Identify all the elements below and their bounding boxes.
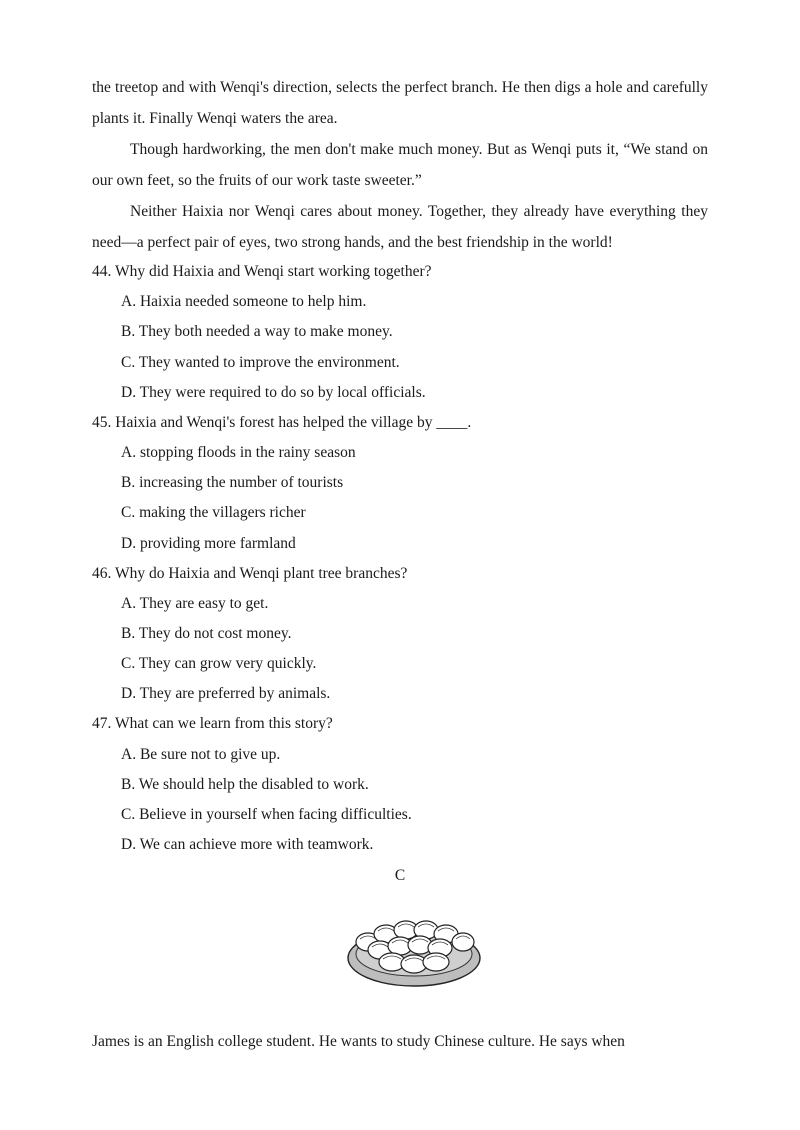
passage-paragraph: Neither Haixia nor Wenqi cares about money. Together, they already have everything they need—a perfect pair of eyes, two strong hands, and the best friendship in the world!: [92, 203, 708, 251]
question-stem: 45. Haixia and Wenqi's forest has helped the village by ____.: [92, 414, 472, 431]
passage-paragraph: Though hardworking, the men don't make much money. But as Wenqi puts it, “We stand on our own feet, so the fruits of our work taste sweeter.”: [92, 141, 708, 189]
question-stem: 44. Why did Haixia and Wenqi start working together?: [92, 263, 432, 280]
dumplings-plate-illustration: [346, 912, 482, 990]
question-stem: 46. Why do Haixia and Wenqi plant tree branches?: [92, 565, 408, 582]
answer-option: A. stopping floods in the rainy season: [121, 444, 356, 461]
answer-option: A. Be sure not to give up.: [121, 746, 281, 763]
passage-paragraph: James is an English college student. He wants to study Chinese culture. He says when: [92, 1033, 625, 1050]
passage-paragraph: the treetop and with Wenqi's direction, selects the perfect branch. He then digs a hole and carefully plants it. Finally Wenqi waters the area.: [92, 79, 708, 127]
answer-option: B. They do not cost money.: [121, 625, 292, 642]
section-heading: C: [394, 867, 406, 884]
answer-option: A. They are easy to get.: [121, 595, 269, 612]
answer-option: C. Believe in yourself when facing difficulties.: [121, 806, 412, 823]
answer-option: D. providing more farmland: [121, 535, 296, 552]
answer-option: D. We can achieve more with teamwork.: [121, 836, 374, 853]
answer-option: C. They can grow very quickly.: [121, 655, 317, 672]
answer-option: C. They wanted to improve the environment.: [121, 354, 400, 371]
answer-option: A. Haixia needed someone to help him.: [121, 293, 367, 310]
answer-option: D. They are preferred by animals.: [121, 685, 331, 702]
answer-option: B. increasing the number of tourists: [121, 474, 344, 491]
answer-option: B. We should help the disabled to work.: [121, 776, 369, 793]
answer-option: C. making the villagers richer: [121, 504, 306, 521]
answer-option: D. They were required to do so by local officials.: [121, 384, 426, 401]
answer-option: B. They both needed a way to make money.: [121, 323, 393, 340]
question-stem: 47. What can we learn from this story?: [92, 715, 333, 732]
